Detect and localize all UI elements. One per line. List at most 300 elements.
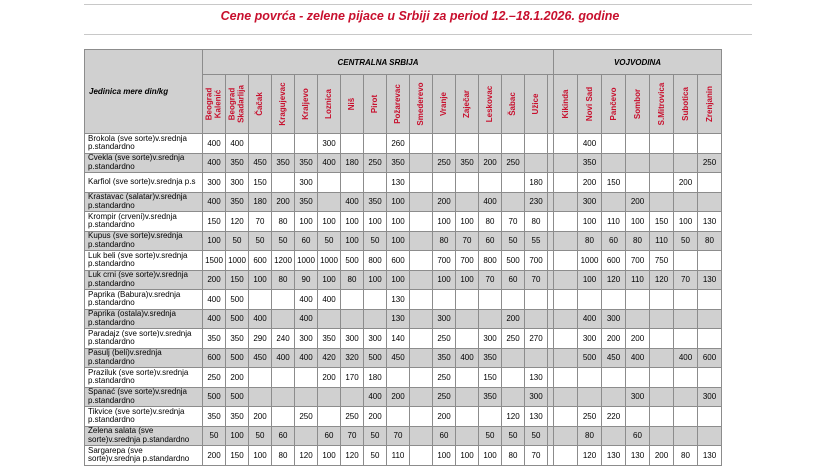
product-cell: [85, 153, 203, 173]
price-cell: [410, 212, 433, 232]
price-cell: 60: [502, 270, 525, 290]
table-row: [85, 270, 722, 290]
market-name: Leskovac: [484, 85, 494, 123]
price-cell: [364, 290, 387, 310]
product-name: Karfiol (sve sorte)v.srednja p.s: [88, 177, 196, 186]
market-name: Niš: [346, 97, 356, 111]
title-rule-bottom: [84, 34, 752, 35]
price-cell: 180: [525, 173, 548, 193]
price-cell: 300: [626, 387, 650, 407]
price-cell: [456, 192, 479, 212]
price-cell: [698, 134, 722, 154]
price-cell: 320: [341, 348, 364, 368]
price-cell: 250: [698, 153, 722, 173]
product-name: Spanać (sve sorte)v.srednja p.standardno: [88, 388, 188, 405]
price-cell: [433, 173, 456, 193]
price-cell: [410, 387, 433, 407]
price-cell: 350: [295, 192, 318, 212]
price-cell: 50: [502, 426, 525, 446]
price-cell: [650, 309, 674, 329]
market-name: S.Mitrovica: [656, 82, 666, 126]
price-cell: 750: [650, 251, 674, 271]
price-cell: 150: [249, 173, 272, 193]
price-cell: [295, 387, 318, 407]
table-row: [85, 348, 722, 368]
market-name: Pirot: [369, 94, 379, 114]
price-cell: 1200: [272, 251, 295, 271]
price-cell: [626, 309, 650, 329]
table-row: [85, 426, 722, 446]
price-cell: 500: [502, 251, 525, 271]
price-cell: [602, 387, 626, 407]
price-cell: 150: [226, 270, 249, 290]
market-header: [456, 75, 479, 134]
price-cell: [626, 173, 650, 193]
price-cell: [249, 290, 272, 310]
price-cell: [554, 270, 578, 290]
price-cell: [318, 173, 341, 193]
price-cell: 200: [433, 192, 456, 212]
price-cell: 200: [602, 329, 626, 349]
price-cell: 400: [226, 134, 249, 154]
table-row: [85, 192, 722, 212]
price-cell: [364, 134, 387, 154]
market-name: Sombor: [632, 88, 642, 120]
price-cell: [650, 192, 674, 212]
price-cell: [554, 134, 578, 154]
price-cell: [295, 368, 318, 388]
price-cell: 70: [341, 426, 364, 446]
product-cell: [85, 387, 203, 407]
price-cell: [410, 290, 433, 310]
price-cell: 180: [341, 153, 364, 173]
price-cell: 250: [433, 329, 456, 349]
price-cell: 500: [203, 387, 226, 407]
price-cell: [650, 290, 674, 310]
product-name: Tikvice (sve sorte)v.srednja p.standardno: [88, 407, 185, 425]
market-name: Beograd Kalenić: [204, 87, 222, 121]
price-cell: 60: [602, 231, 626, 251]
price-cell: [502, 348, 525, 368]
price-cell: 50: [674, 231, 698, 251]
price-cell: [554, 446, 578, 466]
price-cell: 100: [578, 270, 602, 290]
price-cell: 350: [364, 192, 387, 212]
price-cell: [650, 426, 674, 446]
table-row: [85, 387, 722, 407]
price-cell: 250: [203, 368, 226, 388]
price-cell: 1000: [295, 251, 318, 271]
price-cell: [578, 387, 602, 407]
price-cell: [674, 387, 698, 407]
price-cell: 200: [226, 368, 249, 388]
market-header: [602, 75, 626, 134]
price-cell: [525, 348, 548, 368]
price-cell: 130: [525, 407, 548, 427]
price-cell: 180: [364, 368, 387, 388]
unit-label: Jedinica mere din/kg: [85, 50, 203, 134]
price-cell: 400: [295, 290, 318, 310]
price-cell: 50: [364, 231, 387, 251]
price-cell: 55: [525, 231, 548, 251]
price-cell: 400: [272, 348, 295, 368]
price-cell: 1000: [578, 251, 602, 271]
price-cell: 50: [318, 231, 341, 251]
price-cell: [578, 368, 602, 388]
market-name: Kraljevo: [300, 88, 310, 120]
table-row: [85, 231, 722, 251]
price-cell: 200: [364, 407, 387, 427]
price-cell: 130: [626, 446, 650, 466]
price-cell: [674, 426, 698, 446]
product-name: Paradajz (sve sorte)v.srednja p.standardno: [88, 329, 192, 347]
price-cell: 130: [602, 446, 626, 466]
price-cell: 80: [502, 446, 525, 466]
price-cell: 100: [318, 446, 341, 466]
product-name: Krompir (crveni)v.srednja p.standardno: [88, 212, 177, 230]
market-header: [525, 75, 548, 134]
price-cell: [410, 134, 433, 154]
price-cell: 50: [525, 426, 548, 446]
price-cell: 110: [387, 446, 410, 466]
price-cell: 140: [387, 329, 410, 349]
price-cell: 130: [387, 173, 410, 193]
price-cell: [698, 368, 722, 388]
market-name: Loznica: [323, 89, 333, 119]
product-cell: [85, 192, 203, 212]
price-cell: [456, 309, 479, 329]
price-cell: 150: [203, 212, 226, 232]
price-cell: [698, 192, 722, 212]
price-cell: 70: [525, 446, 548, 466]
price-cell: 400: [203, 153, 226, 173]
market-name: Kikinda: [560, 89, 570, 119]
price-cell: 300: [364, 329, 387, 349]
market-header: [433, 75, 456, 134]
price-table: [84, 49, 722, 466]
price-cell: 450: [387, 348, 410, 368]
price-cell: [674, 153, 698, 173]
price-cell: [525, 134, 548, 154]
price-cell: 400: [203, 134, 226, 154]
price-cell: 100: [387, 192, 410, 212]
market-header: [626, 75, 650, 134]
market-header: [318, 75, 341, 134]
price-cell: [698, 290, 722, 310]
price-cell: 130: [698, 270, 722, 290]
price-cell: 600: [249, 251, 272, 271]
price-cell: 250: [433, 368, 456, 388]
price-cell: 80: [698, 231, 722, 251]
price-cell: [249, 387, 272, 407]
price-cell: 800: [364, 251, 387, 271]
price-cell: [272, 173, 295, 193]
market-name: Šabac: [507, 92, 517, 116]
price-cell: 450: [249, 348, 272, 368]
price-cell: [249, 368, 272, 388]
price-cell: [249, 134, 272, 154]
price-cell: [410, 270, 433, 290]
market-header: [578, 75, 602, 134]
market-name: Požarevac: [392, 84, 402, 124]
price-cell: 350: [226, 407, 249, 427]
price-cell: 100: [203, 231, 226, 251]
market-header: [410, 75, 433, 134]
price-cell: 450: [249, 153, 272, 173]
price-cell: 400: [626, 348, 650, 368]
price-cell: [479, 290, 502, 310]
price-cell: [674, 134, 698, 154]
market-header: [203, 75, 226, 134]
price-cell: 270: [525, 329, 548, 349]
price-cell: 130: [387, 290, 410, 310]
table-row: [85, 153, 722, 173]
price-cell: 400: [479, 192, 502, 212]
price-cell: 300: [203, 173, 226, 193]
price-cell: 250: [433, 153, 456, 173]
market-name: Kragujevac: [277, 82, 287, 126]
table-row: [85, 134, 722, 154]
price-cell: [410, 231, 433, 251]
price-cell: 200: [626, 192, 650, 212]
price-cell: 400: [318, 290, 341, 310]
price-cell: 350: [226, 153, 249, 173]
price-cell: [626, 290, 650, 310]
title-rule-top: [84, 4, 752, 5]
price-cell: [650, 348, 674, 368]
price-cell: 300: [578, 192, 602, 212]
price-cell: [502, 173, 525, 193]
table-row: [85, 290, 722, 310]
price-cell: 150: [226, 446, 249, 466]
price-cell: 200: [650, 446, 674, 466]
price-cell: 200: [249, 407, 272, 427]
price-cell: 150: [650, 212, 674, 232]
price-cell: 300: [295, 173, 318, 193]
price-cell: 100: [456, 212, 479, 232]
price-cell: 50: [249, 426, 272, 446]
price-cell: [578, 290, 602, 310]
price-cell: 300: [295, 329, 318, 349]
price-cell: 80: [272, 270, 295, 290]
price-cell: 130: [698, 446, 722, 466]
price-cell: 100: [295, 212, 318, 232]
table-row: [85, 368, 722, 388]
price-cell: [698, 426, 722, 446]
price-cell: 600: [698, 348, 722, 368]
price-cell: 1000: [318, 251, 341, 271]
price-cell: [674, 407, 698, 427]
price-cell: 200: [272, 192, 295, 212]
price-cell: 60: [318, 426, 341, 446]
price-cell: [554, 231, 578, 251]
price-cell: 110: [602, 212, 626, 232]
price-cell: 180: [249, 192, 272, 212]
price-cell: 80: [578, 231, 602, 251]
price-cell: 60: [295, 231, 318, 251]
price-cell: 80: [626, 231, 650, 251]
price-cell: 60: [433, 426, 456, 446]
price-cell: 50: [364, 446, 387, 466]
price-cell: 230: [525, 192, 548, 212]
price-cell: 70: [387, 426, 410, 446]
product-name: Kupus (sve sorte)v.srednja p.standardno: [88, 232, 183, 249]
price-cell: 60: [479, 231, 502, 251]
price-cell: [341, 387, 364, 407]
price-cell: [502, 192, 525, 212]
product-cell: [85, 251, 203, 271]
price-cell: 600: [387, 251, 410, 271]
price-cell: 500: [341, 251, 364, 271]
price-cell: [650, 407, 674, 427]
price-cell: 220: [602, 407, 626, 427]
price-cell: 400: [295, 309, 318, 329]
price-cell: 100: [318, 270, 341, 290]
price-cell: 400: [203, 192, 226, 212]
market-name: Užice: [530, 93, 540, 115]
market-header: [502, 75, 525, 134]
price-cell: 100: [249, 446, 272, 466]
price-cell: [554, 426, 578, 446]
price-cell: 90: [295, 270, 318, 290]
price-cell: [602, 192, 626, 212]
price-cell: 700: [626, 251, 650, 271]
price-cell: 80: [578, 426, 602, 446]
price-cell: [554, 192, 578, 212]
price-cell: 300: [578, 329, 602, 349]
price-cell: 300: [226, 173, 249, 193]
price-cell: 70: [249, 212, 272, 232]
price-cell: [650, 134, 674, 154]
price-cell: [554, 212, 578, 232]
market-header: [272, 75, 295, 134]
price-cell: 500: [364, 348, 387, 368]
price-cell: 400: [295, 348, 318, 368]
price-cell: 350: [479, 387, 502, 407]
price-cell: [410, 251, 433, 271]
price-cell: 50: [226, 231, 249, 251]
price-cell: [272, 290, 295, 310]
price-cell: 70: [674, 270, 698, 290]
price-cell: 80: [272, 212, 295, 232]
product-name: Paprika (ostala)v.srednja p.standardno: [88, 310, 176, 327]
price-cell: 130: [387, 309, 410, 329]
market-header: [387, 75, 410, 134]
price-cell: 600: [203, 348, 226, 368]
price-cell: [295, 134, 318, 154]
price-cell: [410, 348, 433, 368]
price-cell: 80: [341, 270, 364, 290]
price-cell: [341, 290, 364, 310]
price-cell: [602, 290, 626, 310]
price-cell: [364, 173, 387, 193]
price-cell: [502, 387, 525, 407]
price-cell: 200: [502, 309, 525, 329]
price-cell: [456, 387, 479, 407]
price-cell: 100: [456, 270, 479, 290]
price-cell: 350: [226, 329, 249, 349]
price-cell: [410, 446, 433, 466]
price-cell: 200: [387, 387, 410, 407]
price-cell: 200: [433, 407, 456, 427]
table-row: [85, 446, 722, 466]
price-cell: 400: [203, 309, 226, 329]
price-cell: [456, 290, 479, 310]
price-cell: 300: [318, 134, 341, 154]
price-cell: 100: [387, 212, 410, 232]
price-cell: 110: [626, 270, 650, 290]
price-cell: [602, 368, 626, 388]
price-cell: [502, 290, 525, 310]
price-cell: 1500: [203, 251, 226, 271]
price-cell: 400: [341, 192, 364, 212]
price-cell: 300: [602, 309, 626, 329]
price-cell: 100: [364, 270, 387, 290]
price-cell: [318, 387, 341, 407]
price-cell: [626, 134, 650, 154]
price-cell: [674, 368, 698, 388]
price-cell: [410, 368, 433, 388]
price-cell: [674, 192, 698, 212]
price-cell: [650, 173, 674, 193]
price-cell: 200: [203, 270, 226, 290]
price-cell: 700: [456, 251, 479, 271]
market-name: Čačak: [254, 92, 264, 116]
price-cell: [272, 407, 295, 427]
page-title: Cene povrća - zelene pijace u Srbiji za period 12.–18.1.2026. godine: [220, 9, 620, 23]
price-cell: [433, 134, 456, 154]
price-cell: 80: [433, 231, 456, 251]
price-cell: 70: [479, 270, 502, 290]
market-header: [698, 75, 722, 134]
price-cell: 120: [502, 407, 525, 427]
price-cell: [626, 153, 650, 173]
price-cell: 130: [698, 212, 722, 232]
price-cell: [410, 426, 433, 446]
price-cell: [626, 368, 650, 388]
price-cell: [318, 192, 341, 212]
price-cell: 60: [626, 426, 650, 446]
product-name: Praziluk (sve sorte)v.srednja p.standardno: [88, 368, 189, 386]
price-cell: [341, 309, 364, 329]
price-cell: 250: [433, 387, 456, 407]
price-cell: [674, 251, 698, 271]
product-cell: [85, 173, 203, 193]
price-cell: [650, 387, 674, 407]
price-cell: 300: [698, 387, 722, 407]
product-cell: [85, 348, 203, 368]
price-cell: [554, 251, 578, 271]
price-cell: [410, 309, 433, 329]
price-cell: [698, 329, 722, 349]
price-cell: [525, 309, 548, 329]
market-header: [554, 75, 578, 134]
region-header-centralna-srbija: CENTRALNA SRBIJA: [203, 50, 554, 75]
price-cell: 100: [433, 212, 456, 232]
price-cell: [272, 387, 295, 407]
price-cell: 100: [626, 212, 650, 232]
price-cell: 350: [318, 329, 341, 349]
price-cell: 350: [295, 153, 318, 173]
price-cell: [502, 368, 525, 388]
table-row: [85, 173, 722, 193]
market-header: [650, 75, 674, 134]
price-cell: 600: [602, 251, 626, 271]
price-cell: [410, 329, 433, 349]
price-cell: 120: [650, 270, 674, 290]
price-cell: 120: [602, 270, 626, 290]
price-cell: 100: [387, 270, 410, 290]
